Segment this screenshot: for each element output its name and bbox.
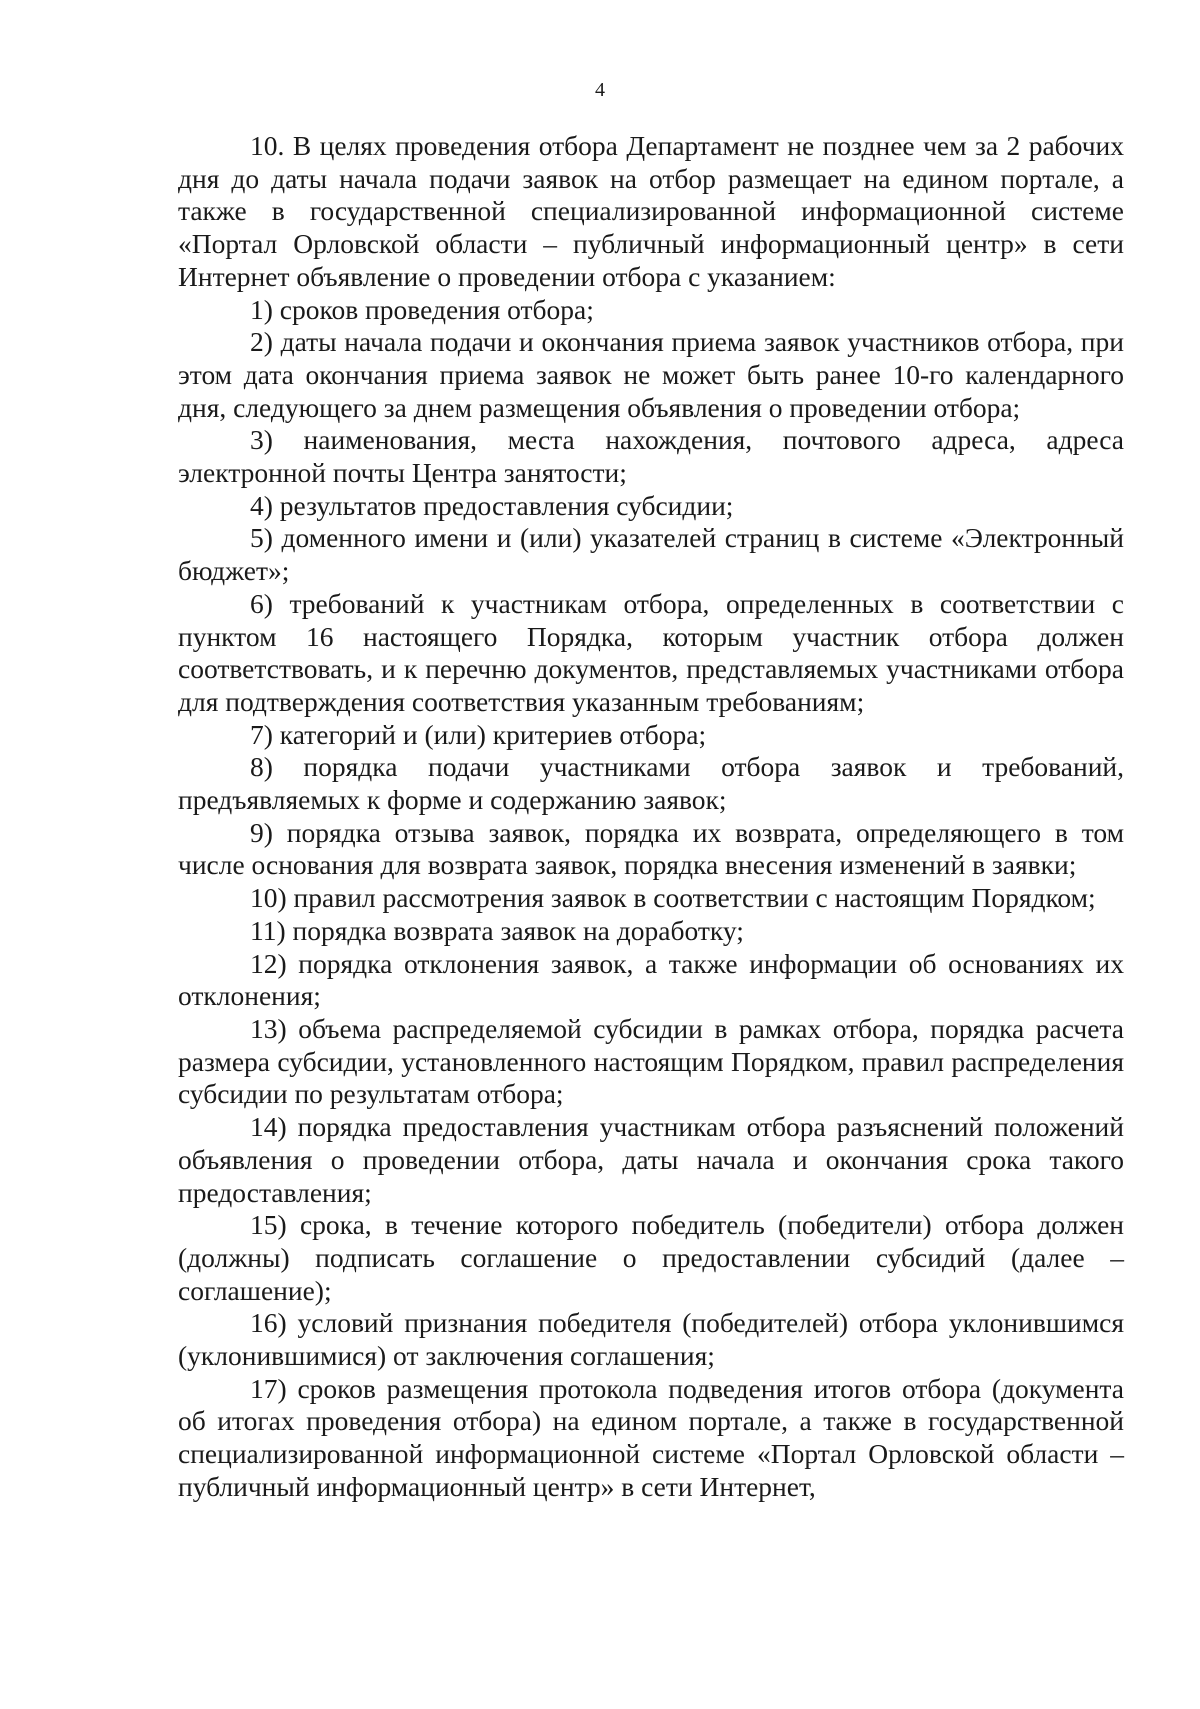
list-item-2: 2) даты начала подачи и окончания приема заявок участников отбора, при этом дата окончания приема заявок не может быть ранее 10-го календарного дня, следующего за днем размещения объявления о проведении отбора; (178, 326, 1124, 423)
list-item-13: 13) объема распределяемой субсидии в рамках отбора, порядка расчета размера субсидии, установленного настоящим Порядком, правил распределения субсидии по результатам отбора; (178, 1012, 1124, 1110)
list-item-10: 10) правил рассмотрения заявок в соответствии с настоящим Порядком; (250, 882, 1096, 914)
list-item-5: 5) доменного имени и (или) указателей страниц в системе «Электронный бюджет»; (178, 522, 1124, 587)
document-body (178, 130, 1124, 1504)
page-number: 4 (595, 79, 605, 101)
list-item-9: 9) порядка отзыва заявок, порядка их возврата, определяющего в том числе основания для возврата заявок, порядка внесения изменений в заявки; (178, 816, 1124, 881)
list-item-14: 14) порядка предоставления участникам отбора разъяснений положений объявления о проведении отбора, даты начала и окончания срока такого предоставления; (178, 1111, 1124, 1208)
list-item-7: 7) категорий и (или) критериев отбора; (250, 718, 707, 750)
list-item-12: 12) порядка отклонения заявок, а также информации об основаниях их отклонения; (178, 947, 1124, 1012)
list-item-11: 11) порядка возврата заявок на доработку; (250, 914, 744, 946)
list-item-3: 3) наименования, места нахождения, почтового адреса, адреса электронной почты Центра занятости; (178, 424, 1124, 489)
paragraph-item-10: 10. В целях проведения отбора Департамент не позднее чем за 2 рабочих дня до даты начала подачи заявок на отбор размещает на едином портале, а также в государственной специализированной информационной системе «Портал Орловской области – публичный информационный центр» в сети Интернет объявление о проведении отбора с указанием: (178, 130, 1124, 292)
list-item-6: 6) требований к участникам отбора, определенных в соответствии с пунктом 16 настоящего Порядка, которым участник отбора должен соответствовать, и к перечню документов, представляемых участниками отбора для подтверждения соответствия указанным требованиям; (178, 587, 1124, 717)
list-item-16: 16) условий признания победителя (победителей) отбора уклонившимся (уклонившимися) от заключения соглашения; (178, 1307, 1124, 1372)
list-item-15: 15) срока, в течение которого победитель (победители) отбора должен (должны) подписать соглашение о предоставлении субсидий (далее – соглашение); (178, 1209, 1124, 1306)
list-item-1: 1) сроков проведения отбора; (250, 293, 594, 325)
list-item-17: 17) сроков размещения протокола подведения итогов отбора (документа об итогах проведения отбора) на едином портале, а также в государственной специализированной информационной системе «Портал Орловской области – публичный информационный центр» в сети Интернет, (178, 1372, 1124, 1502)
list-item-4: 4) результатов предоставления субсидии; (250, 489, 734, 521)
list-item-8: 8) порядка подачи участниками отбора заявок и требований, предъявляемых к форме и содержанию заявок; (178, 751, 1124, 816)
